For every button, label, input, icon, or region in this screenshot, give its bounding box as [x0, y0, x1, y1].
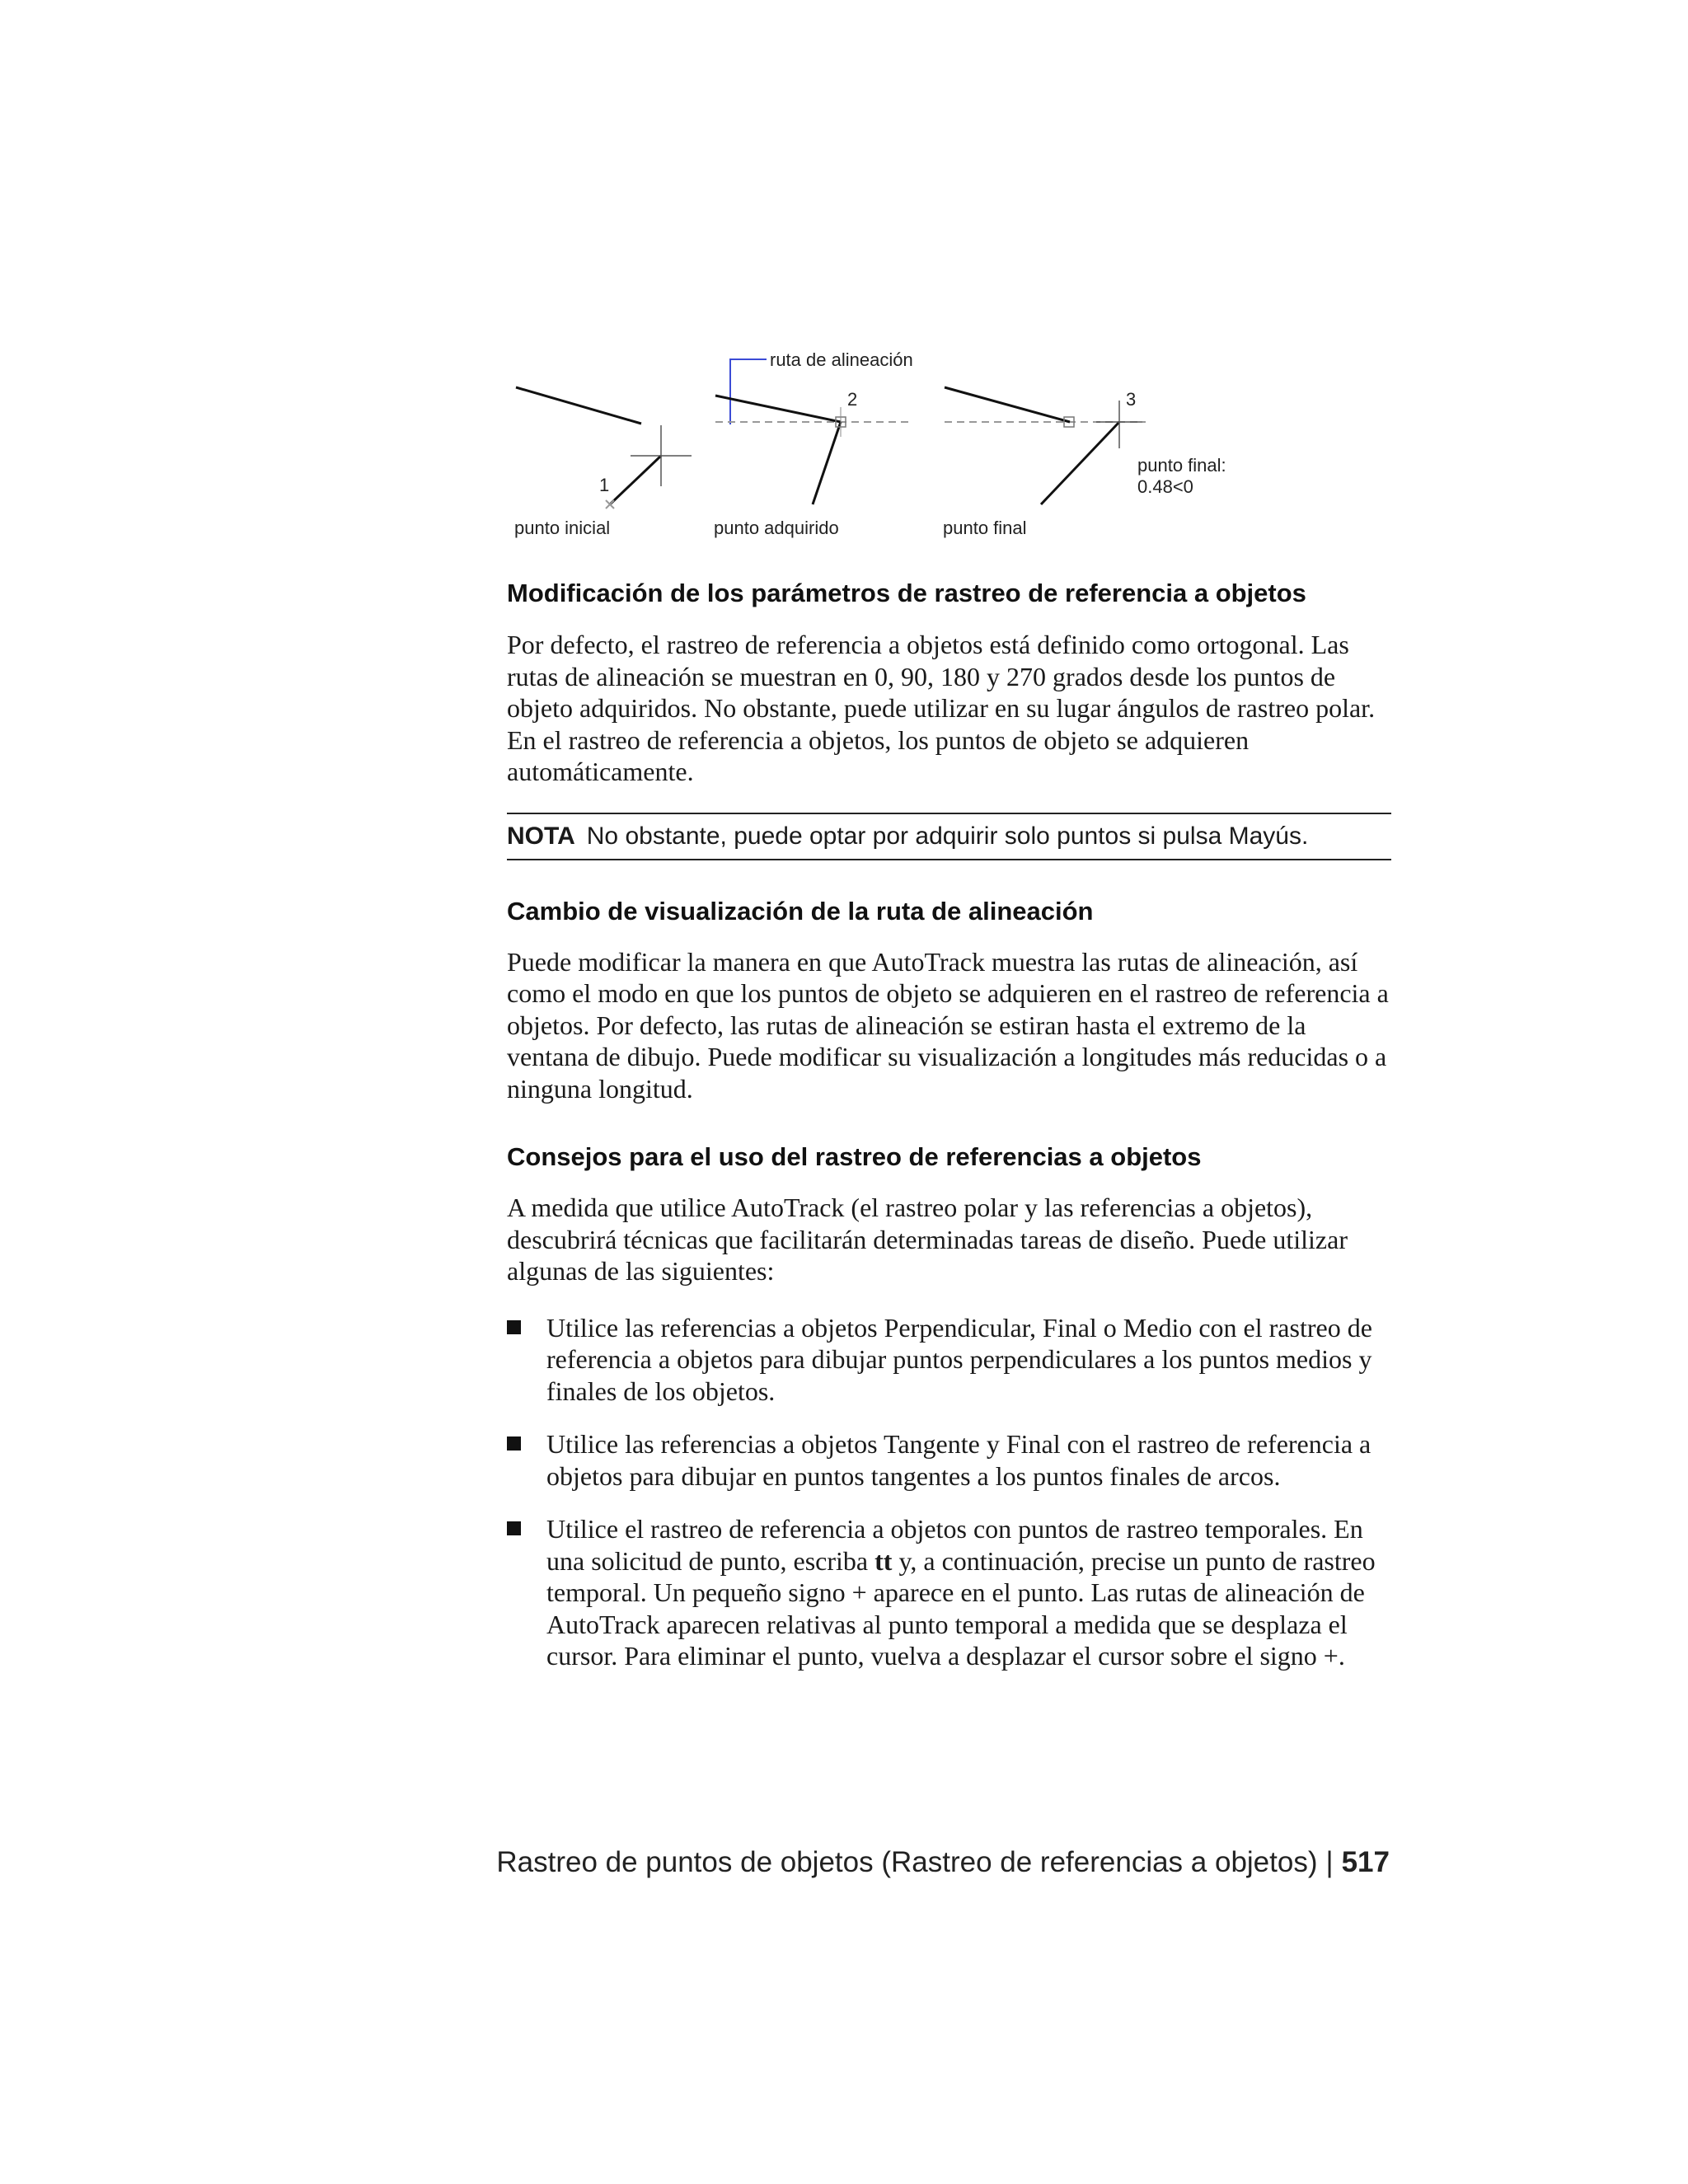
panel2-caption: punto adquirido	[714, 518, 839, 538]
section-heading: Modificación de los parámetros de rastreo de referencia a objetos	[507, 579, 1306, 607]
note-label: NOTA	[507, 822, 575, 850]
page-number: 517	[1341, 1846, 1390, 1878]
section-paragraph: Por defecto, el rastreo de referencia a objetos está definido como ortogonal. Las rutas de alineación se muestran en 0, 90, 180 y 270 grados desde los puntos de objeto adquiridos. No obstante, puede utilizar en su lugar ángulos de rastreo polar. En el rastreo de referencia a objetos, los puntos de objeto se adquieren automáticamente.	[507, 630, 1376, 786]
panel2-first-line	[715, 396, 841, 422]
section-heading: Cambio de visualización de la ruta de alineación	[507, 896, 1094, 926]
list-item-text: Utilice las referencias a objetos Tangente y Final con el rastreo de referencia a objetos para dibujar en puntos tangentes a los puntos finales de arcos.	[546, 1429, 1372, 1491]
page-footer	[496, 1846, 1390, 1879]
panel3-annotation-line1: punto final:	[1137, 455, 1226, 476]
footer-title: Rastreo de puntos de objetos (Rastreo de referencias a objetos)	[496, 1846, 1318, 1878]
panel3-first-line	[945, 387, 1070, 422]
panel3-number: 3	[1126, 389, 1137, 410]
square-bullet-icon	[507, 1521, 521, 1535]
panel1-first-line	[516, 387, 641, 424]
footer-separator: |	[1325, 1846, 1334, 1878]
list-item-text-after: y, a continuación, precise un punto de rastreo temporal. Un pequeño signo + aparece en el punto. Las rutas de alineación de AutoTrack aparecen relativas al punto temporal a medida que se desplaza el cursor. Para eliminar el punto, vuelva a desplazar el cursor sobre el signo +.	[546, 1545, 1376, 1671]
panel3-annotation-line2: 0.48<0	[1137, 476, 1193, 497]
callout-label: ruta de alineación	[770, 349, 913, 370]
note-box	[507, 813, 1391, 860]
list-item-text	[546, 1513, 1391, 1672]
square-bullet-icon	[507, 1320, 521, 1334]
note-text: No obstante, puede optar por adquirir solo puntos si pulsa Mayús.	[586, 822, 1309, 850]
list-item	[507, 1428, 1391, 1492]
list-item-text: Utilice las referencias a objetos Perpendicular, Final o Medio con el rastreo de referencia a objetos para dibujar puntos perpendiculares a los puntos medios y finales de los objetos.	[546, 1312, 1372, 1406]
section-paragraph: Puede modificar la manera en que AutoTrack muestra las rutas de alineación, así como el modo en que los puntos de objeto se adquieren en el rastreo de referencia a objetos. Por defecto, las rutas de alineación se estiran hasta el extremo de la ventana de dibujo. Puede modificar su visualización a longitudes más reducidas o a ninguna longitud.	[507, 946, 1389, 1104]
main-content	[507, 577, 1391, 1694]
list-item	[507, 1312, 1391, 1408]
panel2-number: 2	[847, 389, 858, 410]
list-item-command: tt	[874, 1545, 893, 1576]
callout-leader	[730, 359, 767, 367]
tracking-figure	[503, 346, 1245, 552]
panel3-caption: punto final	[943, 518, 1027, 538]
panel1-number: 1	[599, 475, 610, 495]
panel2-second-line	[813, 422, 841, 504]
panel1-caption: punto inicial	[514, 518, 611, 538]
panel3-second-line	[1041, 422, 1119, 504]
section-paragraph: A medida que utilice AutoTrack (el rastreo polar y las referencias a objetos), descubrirá técnicas que facilitarán determinadas tareas de diseño. Puede utilizar algunas de las siguientes:	[507, 1193, 1348, 1286]
panel1-second-line	[610, 456, 661, 504]
square-bullet-icon	[507, 1436, 521, 1451]
tips-list	[507, 1312, 1391, 1672]
section-heading: Consejos para el uso del rastreo de referencias a objetos	[507, 1142, 1202, 1171]
list-item-text-before: Utilice el rastreo de referencia a objetos con puntos de rastreo temporales. En una solicitud de punto, escriba	[546, 1514, 1363, 1576]
tracking-diagram	[503, 346, 1245, 552]
list-item	[507, 1513, 1391, 1672]
